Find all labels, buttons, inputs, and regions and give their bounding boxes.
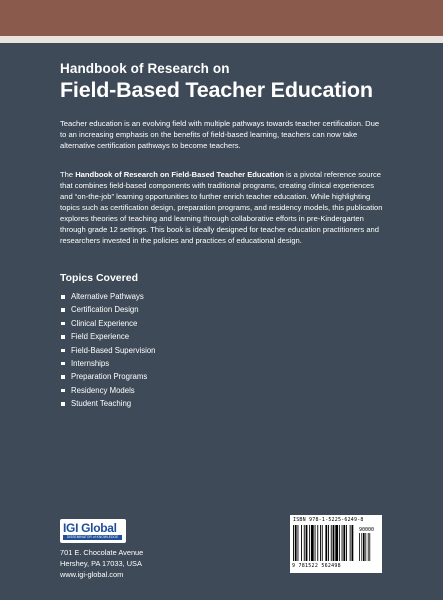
description-paragraph (60, 169, 386, 246)
top-color-band (0, 0, 443, 36)
address-street: 701 E. Chocolate Avenue (60, 548, 144, 557)
topic-label: Internships (71, 358, 110, 368)
publisher-website: www.igi-global.com (60, 569, 124, 579)
address-city: Hershey, PA 17033, USA (60, 558, 142, 568)
addon-digits: 90000 (359, 527, 375, 533)
barcode-bar (343, 525, 345, 561)
description-book-title: Handbook of Research on Field-Based Teacher Education (75, 170, 284, 179)
barcode-bar (328, 525, 329, 561)
topic-item (60, 384, 156, 397)
bullet-icon (61, 375, 65, 379)
topic-label: Clinical Experience (71, 318, 138, 328)
addon-bar (363, 533, 365, 561)
barcode-bar (342, 525, 343, 561)
barcode-bar (304, 525, 305, 561)
addon-bar (368, 533, 369, 561)
addon-bar (365, 533, 366, 561)
barcode-bar (295, 525, 297, 561)
topics-heading: Topics Covered (60, 272, 138, 284)
isbn-number: ISBN 978-1-5225-6249-8 (293, 517, 364, 523)
topic-item (60, 397, 156, 410)
bullet-icon (61, 402, 65, 406)
barcode-bar (350, 525, 351, 561)
bullet-icon (61, 335, 65, 339)
description-prefix: The (60, 170, 76, 179)
topic-label: Field Experience (71, 332, 130, 342)
barcode-bar (306, 525, 308, 561)
barcode-bar (339, 525, 340, 561)
barcode-bar (293, 525, 294, 561)
isbn-barcode (290, 515, 382, 573)
bullet-icon (61, 389, 65, 393)
bullet-icon (61, 362, 65, 366)
barcode-bar (317, 525, 318, 561)
topic-label: Residency Models (71, 385, 135, 395)
barcode-bar (322, 525, 323, 561)
barcode-bar (333, 525, 335, 561)
addon-bar (369, 533, 370, 561)
bullet-icon (61, 308, 65, 312)
topic-label: Student Teaching (71, 399, 132, 409)
publisher-logo-text: IGI Global (63, 521, 117, 535)
barcode-digits: 9 781522 562498 (292, 563, 341, 569)
barcode-bar (352, 525, 354, 561)
top-divider (0, 36, 443, 43)
topic-label: Preparation Programs (71, 372, 148, 382)
barcode-bar (325, 525, 327, 561)
barcode-bar (331, 525, 332, 561)
book-subtitle: Handbook of Research on (60, 61, 230, 76)
topic-item (60, 317, 156, 330)
description-body: is a pivotal reference source that combines field-based components with traditional programs, creating clinical experiences and “on-the-job” learning opportunities to further enrich teacher education. While highlighting topics such as certification design, preparation programs, and residency models, this publication explores theories of teaching and learning through collaborative efforts in pre-Kindergarten through grade 12 settings. This book is ideally designed for teacher education practitioners and researchers invested in the policies and practices of educational design. (60, 170, 383, 245)
addon-bar (361, 533, 362, 561)
topic-item (60, 370, 156, 383)
barcode-bar (320, 525, 321, 561)
barcode-image (293, 525, 379, 563)
barcode-bar (335, 525, 338, 561)
isbn-label (293, 517, 364, 523)
barcode-bar (301, 525, 302, 561)
bullet-icon (61, 295, 65, 299)
topic-item (60, 357, 156, 370)
topic-label: Field-Based Supervision (71, 345, 156, 355)
addon-bar (359, 533, 360, 561)
publisher-logo-tagline: DISSEMINATOR of KNOWLEDGE (63, 535, 122, 540)
barcode-bar (315, 525, 316, 561)
topic-label: Alternative Pathways (71, 292, 144, 301)
publisher-logo (60, 519, 126, 543)
bullet-icon (61, 322, 65, 326)
topic-item (60, 344, 156, 357)
barcode-bar (346, 525, 347, 561)
barcode-bar (311, 525, 314, 561)
bullet-icon (61, 349, 65, 353)
publisher-address (60, 548, 143, 580)
topic-label: Certification Design (71, 305, 139, 315)
barcode-bar (309, 525, 310, 561)
topic-item (60, 303, 156, 316)
topic-item (60, 330, 156, 343)
barcode-bar (298, 525, 299, 561)
book-title: Field-Based Teacher Education (60, 78, 373, 102)
topics-list (60, 290, 156, 411)
topic-item (60, 290, 156, 303)
intro-paragraph: Teacher education is an evolving field with multiple pathways towards teacher certification. Due to an increasing emphasis on the benefits of field-based learning, teachers can now take alternative certification pathways to become teachers. (60, 119, 380, 150)
